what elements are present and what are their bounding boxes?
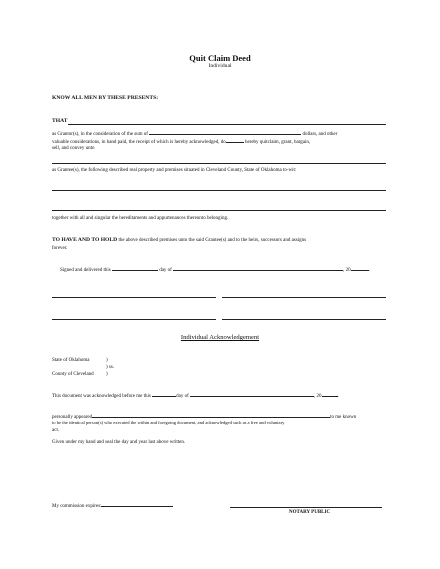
notary-public-label: NOTARY PUBLIC <box>289 510 331 515</box>
grantor-clause-line3: sell, and convey unto <box>52 146 95 151</box>
acknowledged-before-line: This document was acknowledged before me this day of , 20 . <box>52 394 339 399</box>
grantee-clause: as Grantee(s), the following described real property and premises situated in Cleveland County, State of Oklahoma to-wit: <box>52 168 297 173</box>
grantee-name-line[interactable] <box>52 163 386 164</box>
given-under-text: Given under my hand and seal the day and year last above written. <box>52 440 186 445</box>
grantor-name-line[interactable] <box>68 124 386 125</box>
identical-person-text: to be the identical person(s) who executed the within and foregoing document, and acknowledged such as a free and voluntary <box>52 420 285 425</box>
ss-label: ) ss. <box>106 365 115 370</box>
notary-signature-line[interactable] <box>230 507 382 508</box>
grantor-signature-line-2[interactable] <box>222 297 386 298</box>
do-blank[interactable] <box>226 138 244 143</box>
acknowledgement-heading: Individual Acknowledgement <box>180 334 260 341</box>
grantor-clause: as Grantor(s), in the consideration of the sum of dollars, and other <box>52 132 338 137</box>
county-paren: ) <box>106 372 108 377</box>
consideration-sum-blank[interactable] <box>149 130 301 135</box>
act-text: act. <box>52 428 60 433</box>
personally-appeared-line: personally appeared to me known <box>52 415 357 420</box>
that-label: THAT <box>52 118 68 124</box>
document-subtitle: Individual <box>208 63 232 69</box>
grantor-clause-line2: valuable considerations, in hand paid, the receipt of which is hereby acknowledged, do hereby quitclaim, grant, bargain, <box>52 140 311 145</box>
county-label: County of Cleveland <box>52 372 94 377</box>
ack-day-blank[interactable] <box>152 392 176 397</box>
state-label: State of Oklahoma <box>52 358 90 363</box>
appeared-name-blank[interactable] <box>92 413 330 418</box>
ack-month-blank[interactable] <box>190 392 314 397</box>
signed-delivered-line: Signed and delivered this day of , 20 . <box>60 268 370 273</box>
grantor-signature-line-3[interactable] <box>52 319 216 320</box>
have-hold-clause: TO HAVE AND TO HOLD the above described premises unto the said Grantee(s) and to the heirs, successors and assigns <box>52 237 307 243</box>
ack-year-blank[interactable] <box>322 392 338 397</box>
signed-month-blank[interactable] <box>173 266 343 271</box>
grantor-signature-line-1[interactable] <box>52 297 216 298</box>
state-paren: ) <box>106 358 108 363</box>
property-line-2[interactable] <box>52 210 386 211</box>
know-all-heading: KNOW ALL MEN BY THESE PRESENTS: <box>52 95 159 101</box>
signed-day-blank[interactable] <box>112 266 158 271</box>
together-clause: together with all and singular the hereditaments and appurtenances thereunto belonging. <box>52 216 229 221</box>
signed-year-blank[interactable] <box>351 266 369 271</box>
commission-expires-label: My commission expires: <box>52 502 173 509</box>
document-title: Quit Claim Deed <box>189 53 251 63</box>
forever-text: forever. <box>52 246 68 251</box>
property-line-1[interactable] <box>52 190 386 191</box>
grantor-signature-line-4[interactable] <box>222 319 386 320</box>
commission-expires-blank[interactable] <box>101 502 173 507</box>
